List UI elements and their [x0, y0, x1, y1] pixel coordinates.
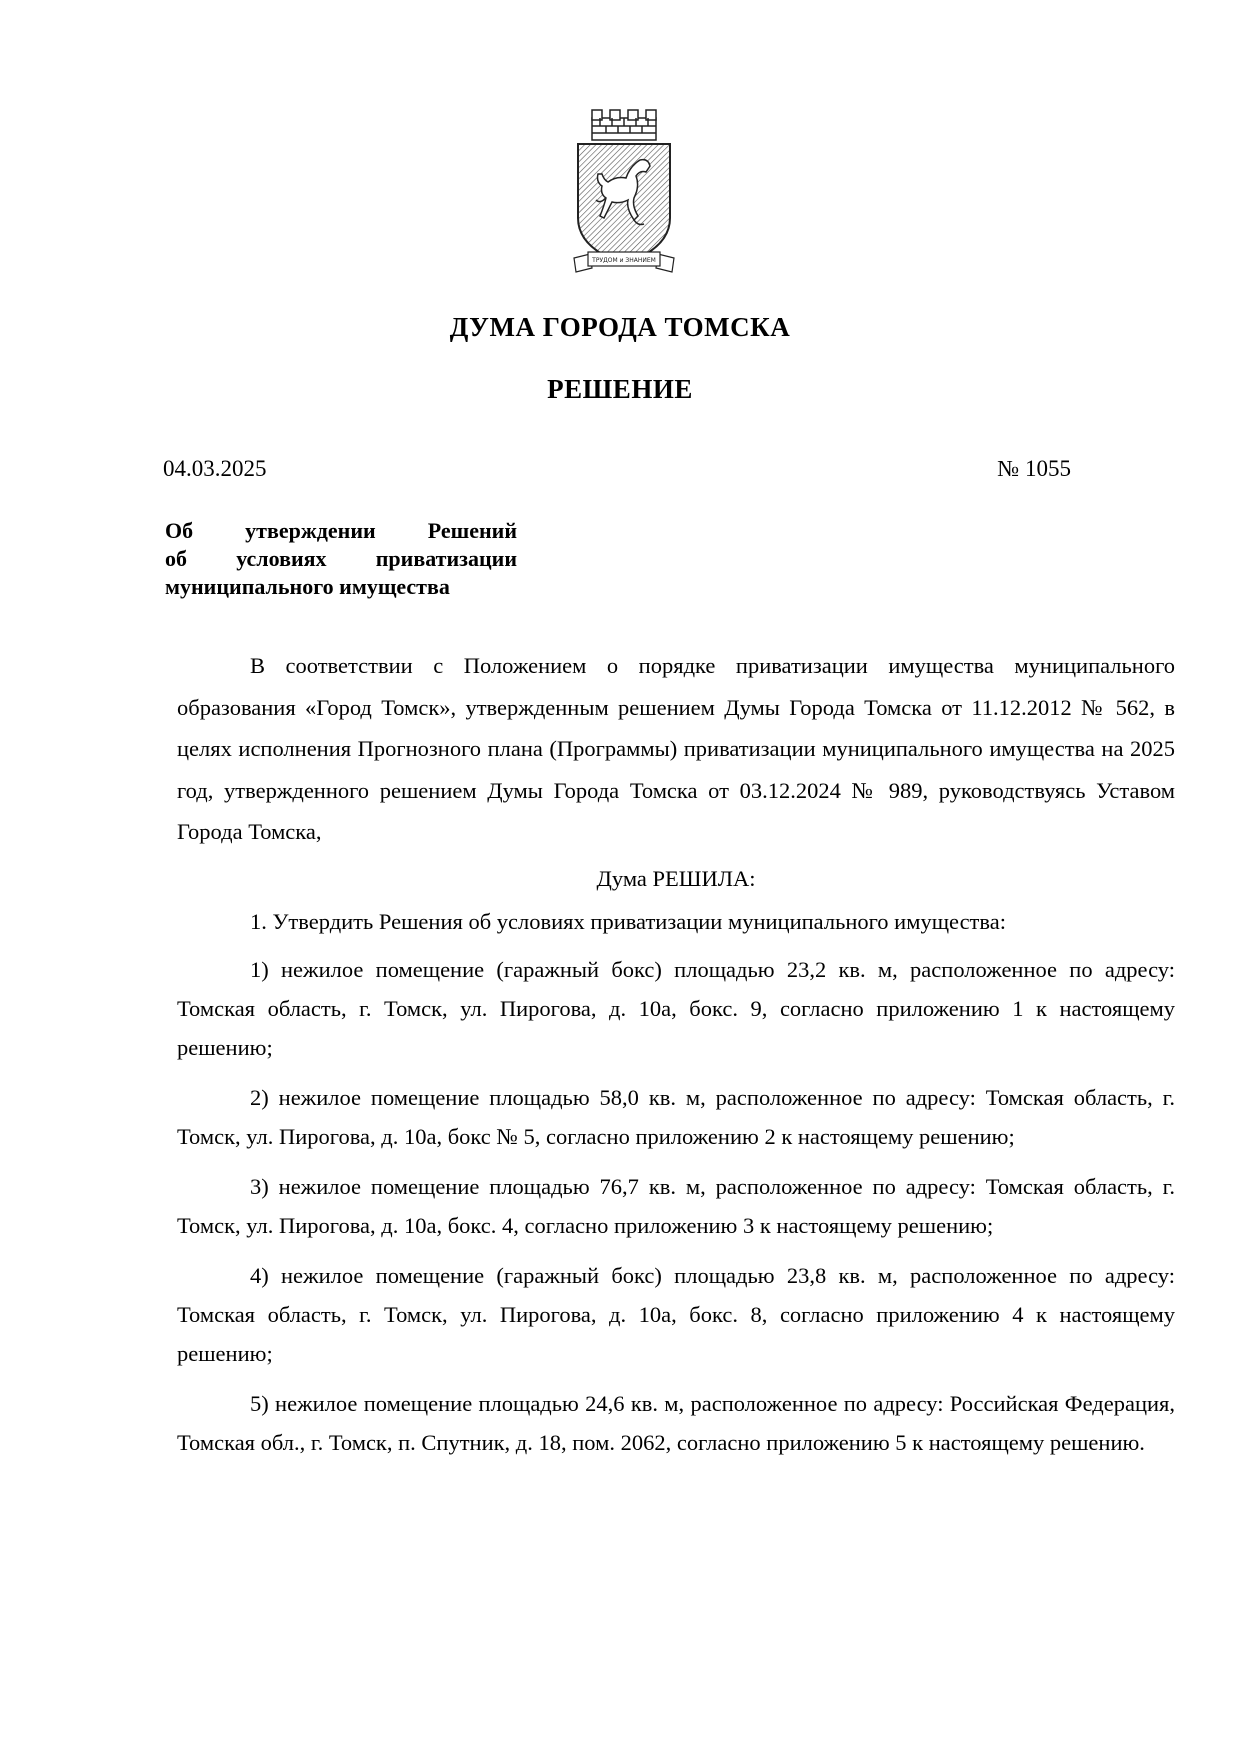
list-item: 5) нежилое помещение площадью 24,6 кв. м, расположенное по адресу: Российская Федерация, Томская обл., г. Томск, п. Спутник, д. 18, пом. 2062, согласно приложению 5 к настоящему решению. — [177, 1391, 1175, 1455]
subject-line: муниципального имущества — [165, 574, 450, 599]
document-date: 04.03.2025 — [163, 456, 267, 481]
document-number: № 1055 — [997, 456, 1071, 481]
preamble-paragraph: В соответствии с Положением о порядке приватизации имущества муниципального образования «Город Томск», утвержденным решением Думы Города Томска от 11.12.2012 № 562, в целях исполнения Прогнозного плана (Программы) приватизации муниципального имущества на 2025 год, утвержденного решением Думы Города Томска от 03.12.2024 № 989, руководствуясь Уставом Города Томска, — [177, 653, 1175, 844]
subject-line: Об утверждении Решений — [165, 518, 517, 543]
resolution-heading: Дума РЕШИЛА: — [596, 865, 756, 891]
list-item: 3) нежилое помещение площадью 76,7 кв. м, расположенное по адресу: Томская область, г. Томск, ул. Пирогова, д. 10а, бокс. 4, согласно приложению 3 к настоящему решению; — [177, 1174, 1175, 1238]
tomsk-coat-of-arms-icon — [570, 108, 678, 280]
list-item: 1) нежилое помещение (гаражный бокс) площадью 23,2 кв. м, расположенное по адресу: Томская область, г. Томск, ул. Пирогова, д. 10а, бокс. 9, согласно приложению 1 к настоящему решению; — [177, 957, 1175, 1060]
clause-paragraph: 1. Утвердить Решения об условиях приватизации муниципального имущества: — [250, 909, 1006, 934]
list-item: 2) нежилое помещение площадью 58,0 кв. м, расположенное по адресу: Томская область, г. Томск, ул. Пирогова, д. 10а, бокс № 5, согласно приложению 2 к настоящему решению; — [177, 1085, 1175, 1149]
document-type-title: РЕШЕНИЕ — [547, 374, 693, 404]
document-body — [177, 645, 1175, 1462]
subject-line: об условиях приватизации — [165, 546, 517, 571]
organization-title: ДУМА ГОРОДА ТОМСКА — [449, 312, 791, 342]
list-item: 4) нежилое помещение (гаражный бокс) площадью 23,8 кв. м, расположенное по адресу: Томская область, г. Томск, ул. Пирогова, д. 10а, бокс. 8, согласно приложению 4 к настоящему решению; — [177, 1263, 1175, 1366]
emblem-motto: ТРУДОМ и ЗНАНИЕМ — [592, 257, 656, 264]
document-subject — [165, 517, 517, 601]
